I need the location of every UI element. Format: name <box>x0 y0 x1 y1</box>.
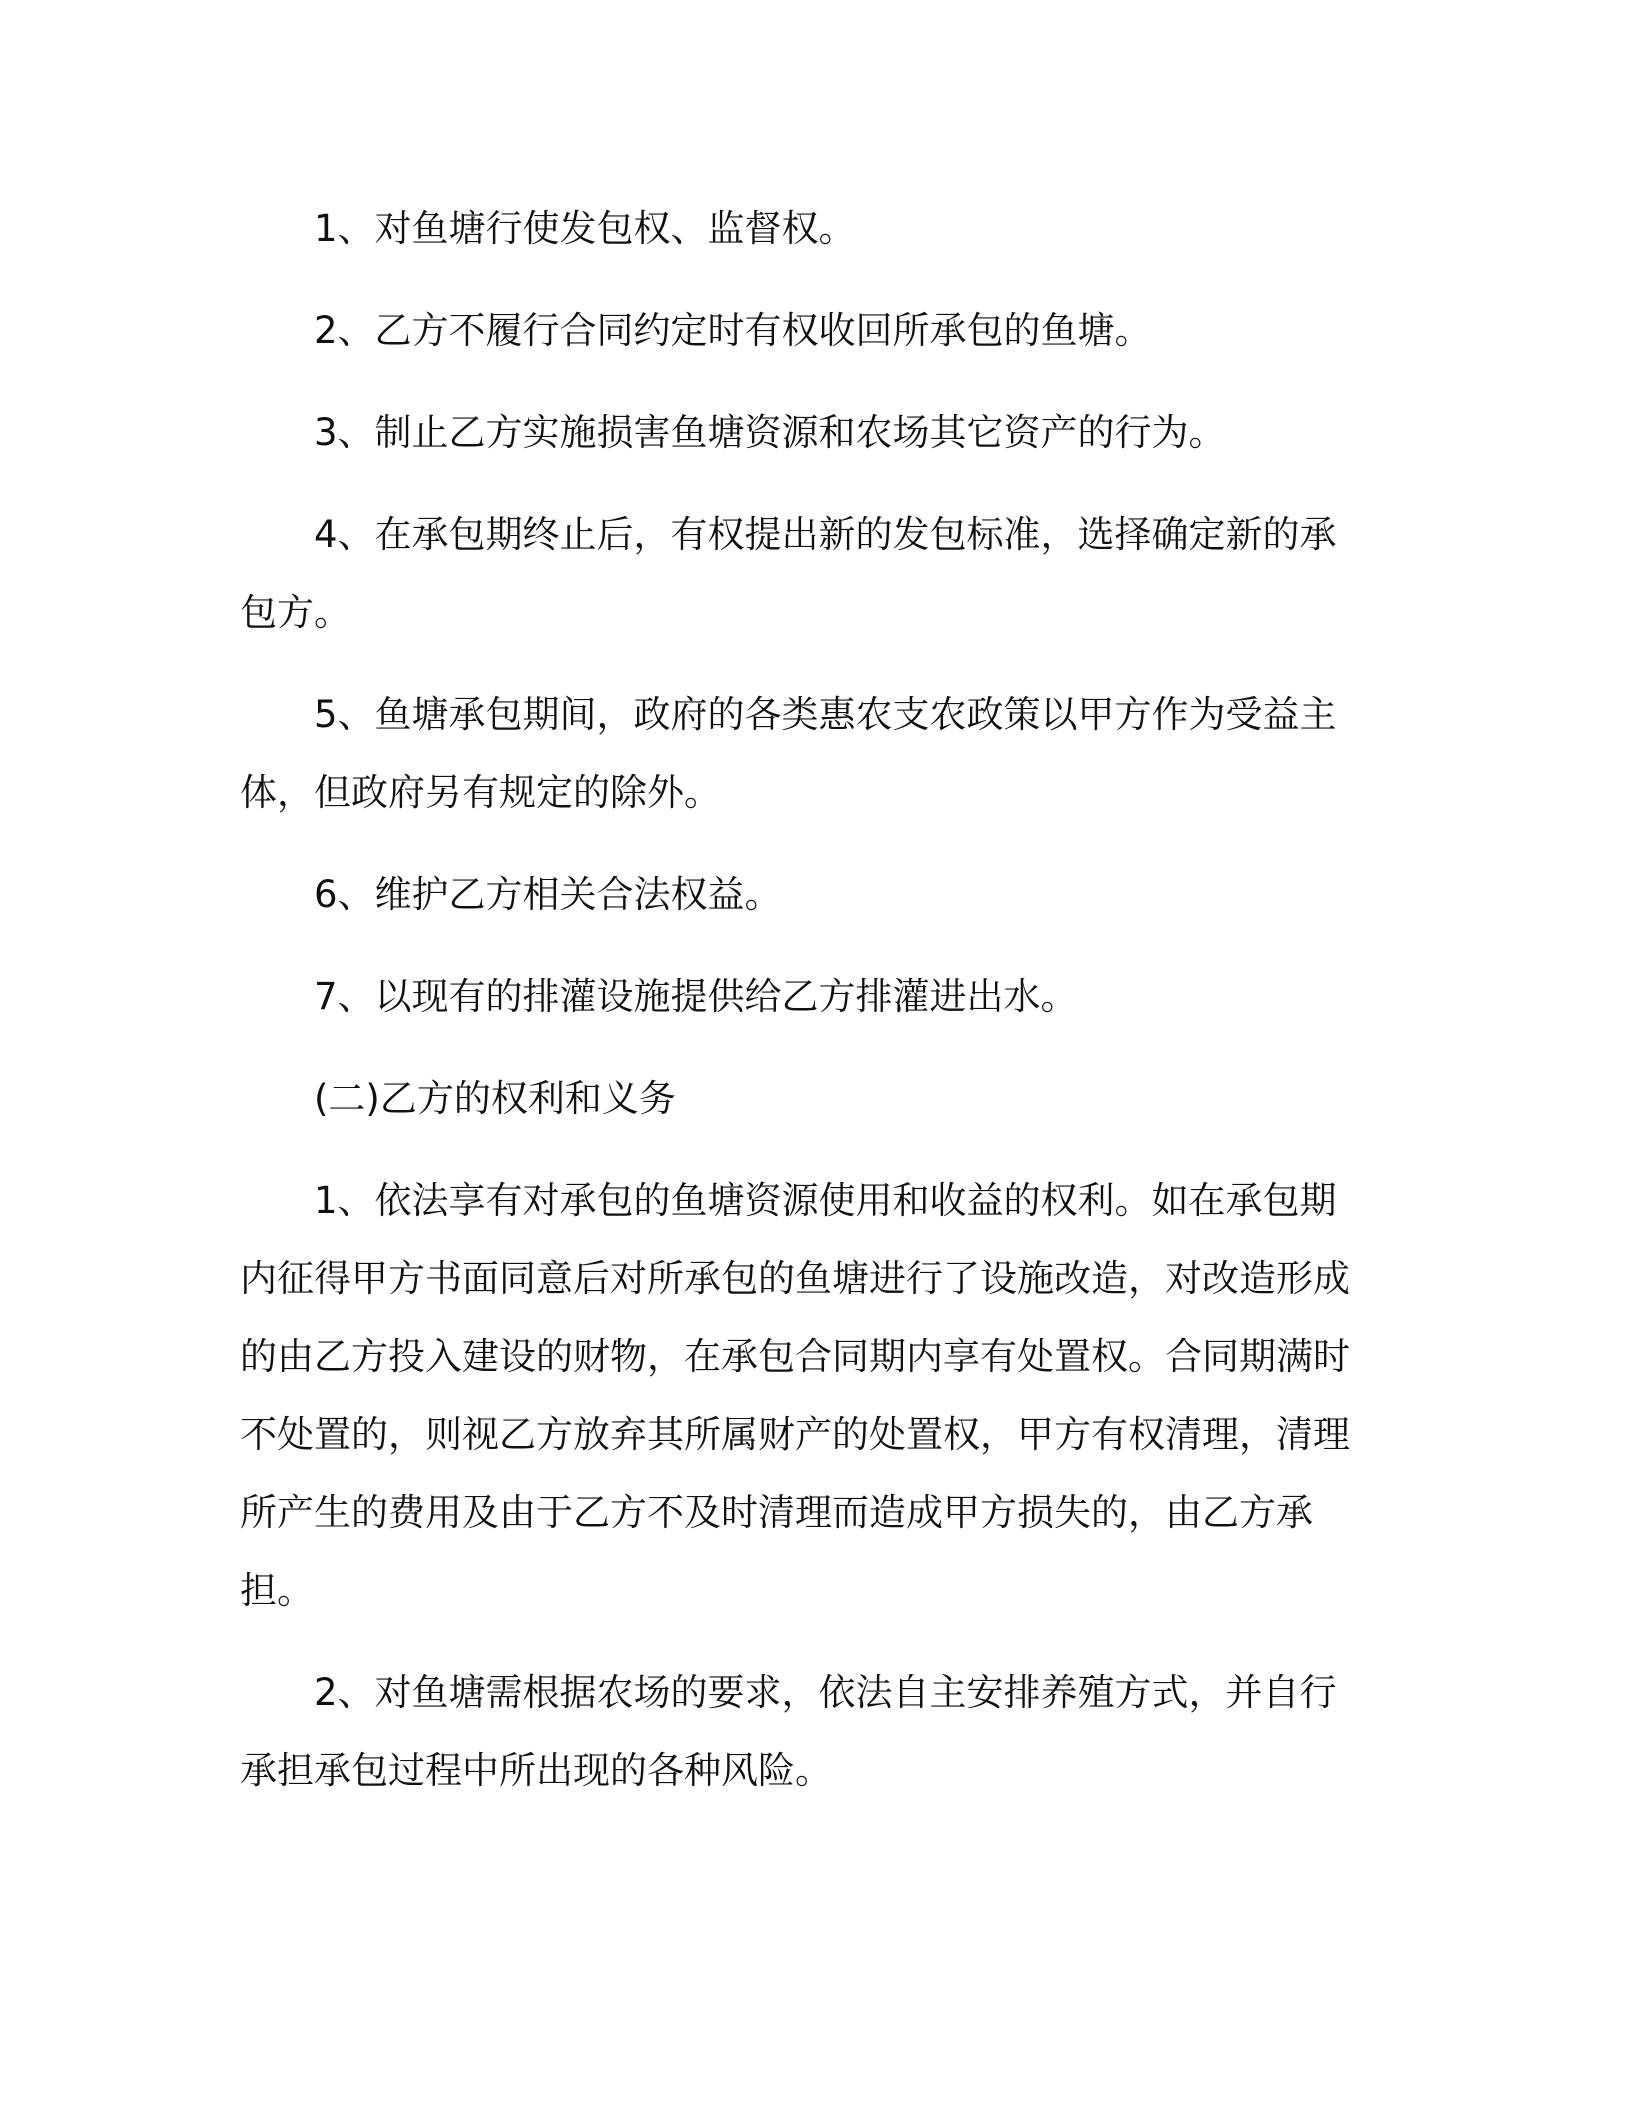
paragraph-6: 6、维护乙方相关合法权益。 <box>314 873 782 916</box>
section-heading: (二)乙方的权利和义务 <box>314 1077 676 1120</box>
paragraph-9: 1、依法享有对承包的鱼塘资源使用和收益的权利。如在承包期内征得甲方书面同意后对所承包的鱼塘进行了设施改造，对改造形成的由乙方投入建设的财物，在承包合同期内享有处置权。合同期满时不处置的，则视乙方放弃其所属财产的处置权，甲方有权清理，清理所产生的费用及由于乙方不及时清理而造成甲方损失的，由乙方承担。 <box>240 1179 1350 1612</box>
paragraph-7: 7、以现有的排灌设施提供给乙方排灌进出水。 <box>314 975 1078 1018</box>
paragraph-10: 2、对鱼塘需根据农场的要求，依法自主安排养殖方式，并自行承担承包过程中所出现的各种风险。 <box>240 1671 1337 1792</box>
paragraph-2: 2、乙方不履行合同约定时有权收回所承包的鱼塘。 <box>314 309 1152 352</box>
document-body <box>240 190 1370 1834</box>
paragraph-3: 3、制止乙方实施损害鱼塘资源和农场其它资产的行为。 <box>314 411 1226 454</box>
paragraph-5: 5、鱼塘承包期间，政府的各类惠农支农政策以甲方作为受益主体，但政府另有规定的除外。 <box>240 693 1337 814</box>
paragraph-1: 1、对鱼塘行使发包权、监督权。 <box>314 207 856 250</box>
paragraph-4: 4、在承包期终止后，有权提出新的发包标准，选择确定新的承包方。 <box>240 513 1337 634</box>
